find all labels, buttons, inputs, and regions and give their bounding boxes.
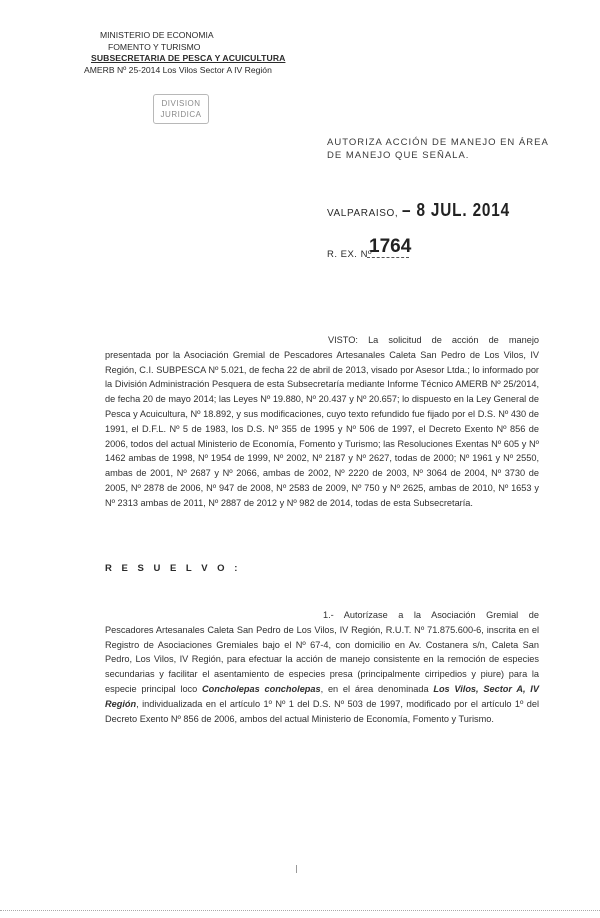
article-1-tail: , individualizada en el artículo 1º Nº 1 del D.S. Nº 503 de 1997, modificado por el artículo 1º del Decreto Exento Nº 856 de 2006, ambos del actual Ministerio de Economía, Fomento y Turismo.	[105, 698, 539, 724]
resolution-number: 1764	[369, 236, 412, 257]
area-name: Los Vilos, Sector A, IV Región	[105, 683, 539, 709]
article-1-paragraph	[105, 608, 539, 726]
species-name: Concholepas concholepas	[202, 683, 321, 694]
visto-label: VISTO:	[328, 335, 358, 345]
subsecretaria-name: SUBSECRETARIA DE PESCA Y ACUICULTURA	[91, 53, 286, 63]
resolution-label: R. EX. Nº	[327, 249, 372, 260]
ministry-name: MINISTERIO DE ECONOMIA	[100, 30, 214, 40]
document-header	[84, 30, 286, 76]
resuelvo-heading: R E S U E L V O :	[105, 563, 241, 574]
stamp-line-1: DIVISION	[161, 99, 201, 108]
page-bottom-edge	[0, 910, 600, 911]
visto-text: La solicitud de acción de manejo presentada por la Asociación Gremial de Pescadores Artesanales Caleta San Pedro de Los Vilos, IV Región, C.I. SUBPESCA Nº 5.021, de fecha 22 de abril de 2013, visado por Asesor Ltda.; lo informado por la División Administración Pesquera de esta Subsecretaría mediante Informe Técnico AMERB Nº 25/2014, de fecha 20 de mayo 2014; las Leyes Nº 19.880, Nº 20.437 y Nº 20.657; lo dispuesto en la Ley General de Pesca y Acuicultura, Nº 18.892, y sus modificaciones, cuyo texto refundido fue fijado por el D.S. Nº 430 de 1991, el D.F.L. Nº 5 de 1983, los D.S. Nº 355 de 1995 y Nº 506 de 1997, el Decreto Exento Nº 856 de 2006, todos del actual Ministerio de Economía, Fomento y Turismo; las Resoluciones Exentas Nº 605 y Nº 1462 ambas de 1998, Nº 1954 de 1999, Nº 2002, Nº 2187 y Nº 2627, todas de 2000; Nº 1961 y Nº 2550, ambas de 2001, Nº 2687 y Nº 2066, ambas de 2002, Nº 2220 de 2003, Nº 3064 de 2004, Nº 3730 de 2005, Nº 2878 de 2006, Nº 947 de 2008, Nº 2583 de 2009, Nº 750 y Nº 2625, ambas de 2010, Nº 1653 y Nº 2313 ambas de 2011, Nº 2887 de 2012 y Nº 982 de 2014, todas de esta Subsecretaría.	[105, 335, 539, 508]
document-subject: AUTORIZA ACCIÓN DE MANEJO EN ÁREA DE MANEJO QUE SEÑALA.	[327, 137, 549, 161]
article-1-lead: 1.- Autorízase a la Asociación Gremial de Pescadores Artesanales Caleta San Pedro de Los Vilos, IV Región, R.U.T. Nº 71.875.600-6, inscrita en el Registro de Asociaciones Gremiales bajo el Nº 67-4, con domicilio en Av. Costanera s/n, Caleta San Pedro, Los Vilos, IV Región, para efectuar la acción de manejo consistente en la remoción de especies secundarias y facilitar el asentamiento de especies presa (principalmente cirripedios y piure) para la especie principal loco	[105, 610, 539, 694]
visto-paragraph	[105, 333, 539, 511]
document-reference: AMERB Nº 25-2014 Los Vilos Sector A IV Región	[84, 64, 272, 75]
issue-date: – 8 JUL. 2014	[402, 200, 511, 220]
stamp-line-2: JURIDICA	[160, 110, 202, 119]
page-mark	[296, 865, 297, 873]
ministry-name-2: FOMENTO Y TURISMO	[108, 41, 201, 52]
resolution-number-underline	[367, 257, 409, 258]
article-1-mid: , en el área denominada	[320, 683, 429, 694]
issue-place: VALPARAISO,	[327, 208, 399, 219]
division-stamp	[153, 94, 209, 124]
